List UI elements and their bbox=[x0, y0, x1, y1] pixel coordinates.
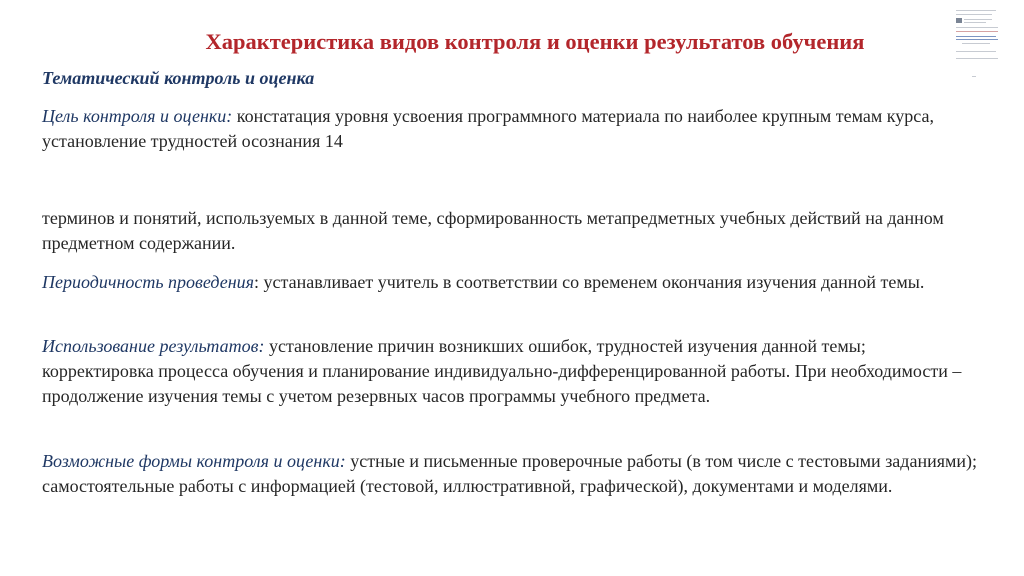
document-thumbnail-icon bbox=[948, 2, 1006, 84]
paragraph-goal bbox=[42, 104, 982, 154]
paragraph-text: : устанавливает учитель в соответствии со временем окончания изучения данной темы. bbox=[254, 272, 925, 292]
paragraph-label: Цель контроля и оценки: bbox=[42, 106, 233, 126]
paragraph-continuation bbox=[42, 206, 982, 256]
paragraph-text: констатация уровня усвоения программного материала по наиболее крупным темам курса, установление трудностей осознания 14 bbox=[42, 106, 934, 151]
paragraph-label: Возможные формы контроля и оценки: bbox=[42, 451, 346, 471]
paragraph-text: установление причин возникших ошибок, трудностей изучения данной темы; корректировка процесса обучения и планирование индивидуально-дифференцированной работы. При необходимости – продолжение изучения темы с учетом резервных часов программы учебного предмета. bbox=[42, 336, 962, 406]
paragraph-text: устные и письменные проверочные работы (в том числе с тестовыми заданиями); самостоятельные работы с информацией (тестовой, иллюстративной, графической), документами и моделями. bbox=[42, 451, 978, 496]
paragraph-label: Использование результатов: bbox=[42, 336, 265, 356]
paragraph-periodicity bbox=[42, 270, 982, 295]
paragraph-forms bbox=[42, 449, 982, 499]
paragraph-label: Периодичность проведения bbox=[42, 272, 255, 292]
slide-subtitle: Тематический контроль и оценка bbox=[42, 68, 315, 88]
slide-title: Характеристика видов контроля и оценки результатов обучения bbox=[205, 29, 865, 54]
paragraph-usage bbox=[42, 334, 982, 409]
paragraph-text: терминов и понятий, используемых в данной теме, сформированность метапредметных учебных действий на данном предметном содержании. bbox=[42, 208, 944, 253]
